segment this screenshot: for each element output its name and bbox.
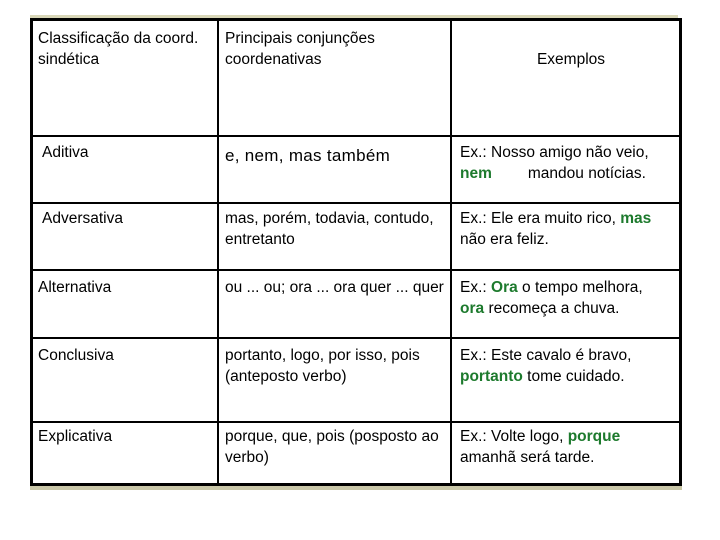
example-text: Ex.: Ele era muito rico,	[460, 210, 616, 227]
header-classification: Classificação da coord. sindética	[38, 30, 199, 68]
row-divider-2	[33, 202, 679, 204]
example-text: Ex.: Nosso amigo não veio,	[460, 144, 649, 161]
example-text: recomeça a chuva.	[488, 300, 620, 317]
row-alternativa-example	[460, 277, 682, 319]
row-conclusiva-conjunctions: portanto, logo, por isso, pois (anteposto verbo)	[225, 347, 420, 385]
header-examples: Exemplos	[536, 51, 606, 68]
example-highlight: nem	[460, 165, 492, 182]
example-highlight: ora	[460, 300, 485, 317]
example-text: o tempo melhora,	[522, 279, 643, 296]
row-explicativa-conjunctions: porque, que, pois (posposto ao verbo)	[225, 428, 439, 466]
row-explicativa-example	[460, 426, 682, 468]
example-highlight: mas	[620, 210, 652, 227]
row-adversativa-conjunctions: mas, porém, todavia, contudo, entretanto	[225, 210, 434, 248]
row-divider-5	[33, 421, 679, 423]
row-explicativa-classification: Explicativa	[38, 428, 113, 445]
row-adversativa-classification: Adversativa	[42, 210, 123, 227]
example-text: não era feliz.	[460, 231, 549, 248]
row-aditiva-classification: Aditiva	[42, 144, 89, 161]
row-aditiva-conjunctions: e, nem, mas também	[225, 146, 391, 165]
row-conclusiva-example	[460, 345, 682, 387]
example-highlight: portanto	[460, 368, 523, 385]
example-text: amanhã será tarde.	[460, 449, 595, 466]
example-highlight: porque	[567, 428, 621, 445]
example-text: Ex.:	[460, 279, 487, 296]
column-divider-2	[450, 21, 452, 483]
example-highlight: Ora	[491, 279, 518, 296]
row-adversativa-example	[460, 208, 682, 250]
example-text: mandou notícias.	[527, 165, 646, 182]
header-conjunctions: Principais conjunções coordenativas	[225, 30, 375, 68]
row-divider-3	[33, 269, 679, 271]
row-divider-4	[33, 337, 679, 339]
table-shadow-bottom	[30, 486, 682, 490]
column-divider-1	[217, 21, 219, 483]
row-conclusiva-classification: Conclusiva	[38, 347, 114, 364]
row-divider-1	[33, 135, 679, 137]
row-alternativa-classification: Alternativa	[38, 279, 112, 296]
conjunctions-table	[30, 18, 682, 486]
example-text: tome cuidado.	[527, 368, 625, 385]
row-aditiva-example	[460, 142, 682, 184]
row-alternativa-conjunctions: ou ... ou; ora ... ora quer ... quer	[225, 279, 444, 296]
example-text: Ex.: Volte logo,	[460, 428, 564, 445]
example-text: Ex.: Este cavalo é bravo,	[460, 347, 632, 364]
